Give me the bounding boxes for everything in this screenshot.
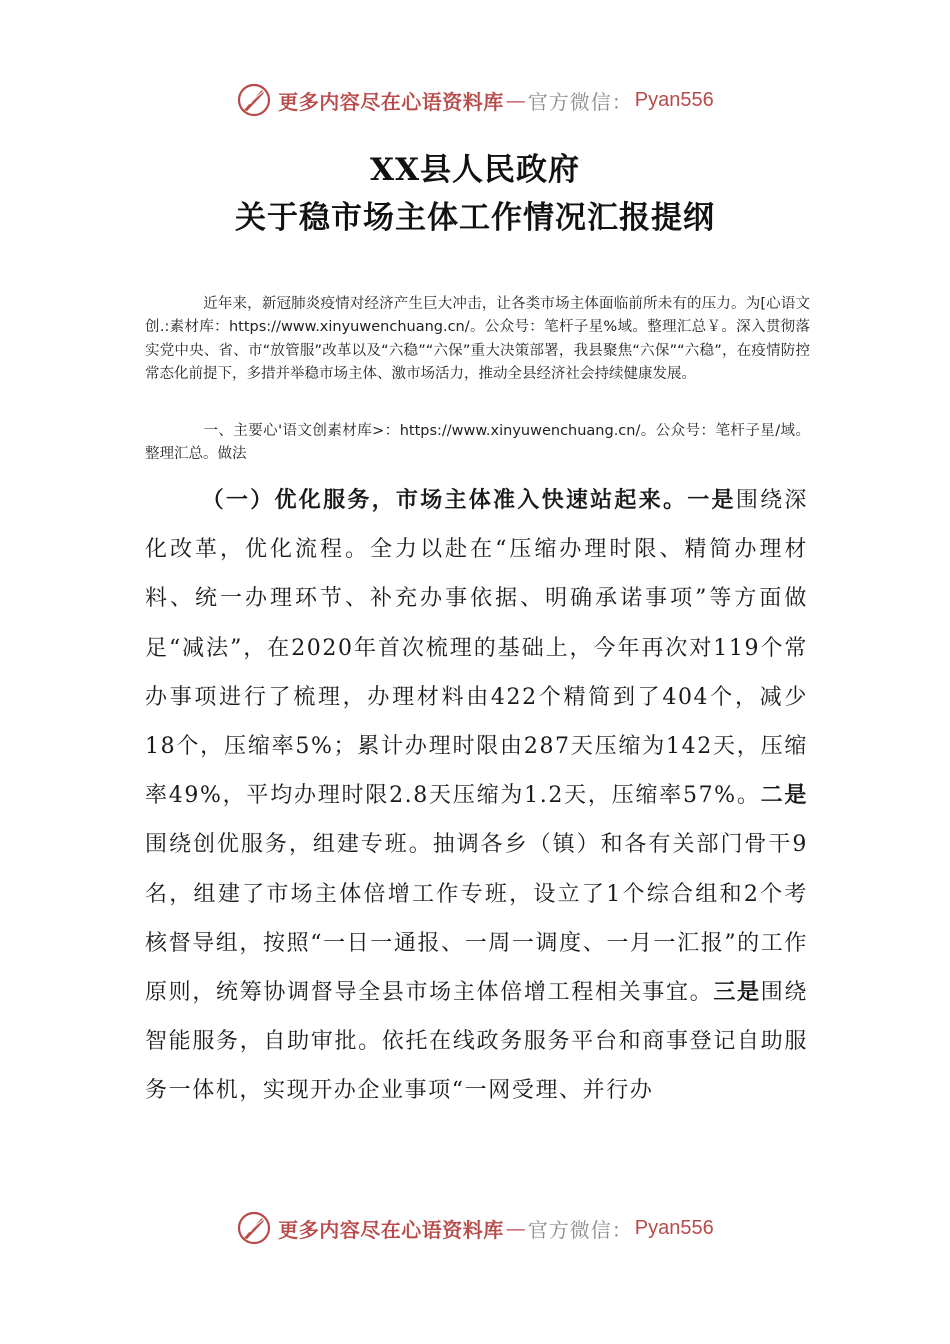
intro-paragraph-2: [145, 420, 810, 467]
point-3-text: 围绕智能服务，自助审批。依托在线政务服务平台和商事登记自助服务一体机，实现开办企业事项“一网受理、并行办: [145, 980, 809, 1104]
banner-wechat-id: Pyan556: [634, 1216, 714, 1239]
banner-main-text: 更多内容尽在心语资料库: [278, 89, 504, 114]
point-1-label: 一是: [687, 487, 736, 513]
intro-paragraph-1-text: 近年来，新冠肺炎疫情对经济产生巨大冲击，让各类市场主体面临前所未有的压力。为[心语文创.:素材库：https://www.xinyuwenchuang.cn/。公众号：笔杆子星%域。整理汇总￥。深入贯彻落实党中央、省、市“放管服”改革以及“六稳”“六保”重大决策部署，我县聚焦“六保”“六稳”，在疫情防控常态化前提下，多措并举稳市场主体、激市场活力，推动全县经济社会持续健康发展。: [145, 296, 810, 382]
banner-main-text: 更多内容尽在心语资料库: [278, 1217, 504, 1242]
point-1-text: 围绕深化改革，优化流程。全力以赴在“压缩办理时限、精简办理材料、统一办理环节、补充办事依据、明确承诺事项”等方面做足“减法”，在2020年首次梳理的基础上，今年再次对119个常办事项进行了梳理，办理材料由422个精简到了404个，减少18个，压缩率5%；累计办理时限由287天压缩为142天，压缩率49%，平均办理时限2.8天压缩为1.2天，压缩率57%。: [145, 488, 808, 809]
banner-dash: —: [505, 1216, 526, 1240]
title-line-2: 关于稳市场主体工作情况汇报提纲: [235, 200, 715, 236]
footer-banner: [0, 1208, 950, 1248]
banner-sub-text: 官方微信：: [527, 1217, 633, 1242]
document-title: [0, 146, 950, 242]
quill-logo-icon: [236, 1210, 272, 1246]
point-2-text: 围绕创优服务，组建专班。抽调各乡（镇）和各有关部门骨干9名，组建了市场主体倍增工作专班，设立了1个综合组和2个考核督导组，按照“一日一通报、一周一调度、一月一汇报”的工作原则，统筹协调督导全县市场主体倍增工程相关事宜。: [145, 832, 808, 1006]
quill-logo-icon: [236, 82, 272, 118]
point-2-label: 二是: [760, 782, 808, 809]
banner-sub-text: 官方微信：: [527, 89, 633, 114]
point-3-label: 三是: [713, 979, 761, 1006]
section-heading: （一）优化服务，市场主体准入快速站起来。: [201, 487, 688, 513]
header-banner: [0, 80, 950, 120]
banner-dash: —: [505, 88, 526, 112]
intro-paragraph-2-text: 一、主要心'语文创素材库>：https://www.xinyuwenchuang.cn/。公众号：笔杆子星/域。整理汇总。做法: [145, 423, 810, 463]
title-line-1: XX县人民政府: [369, 152, 581, 188]
banner-wechat-id: Pyan556: [634, 88, 714, 111]
body-paragraph: [145, 476, 808, 1116]
intro-paragraph-1: [145, 293, 810, 386]
